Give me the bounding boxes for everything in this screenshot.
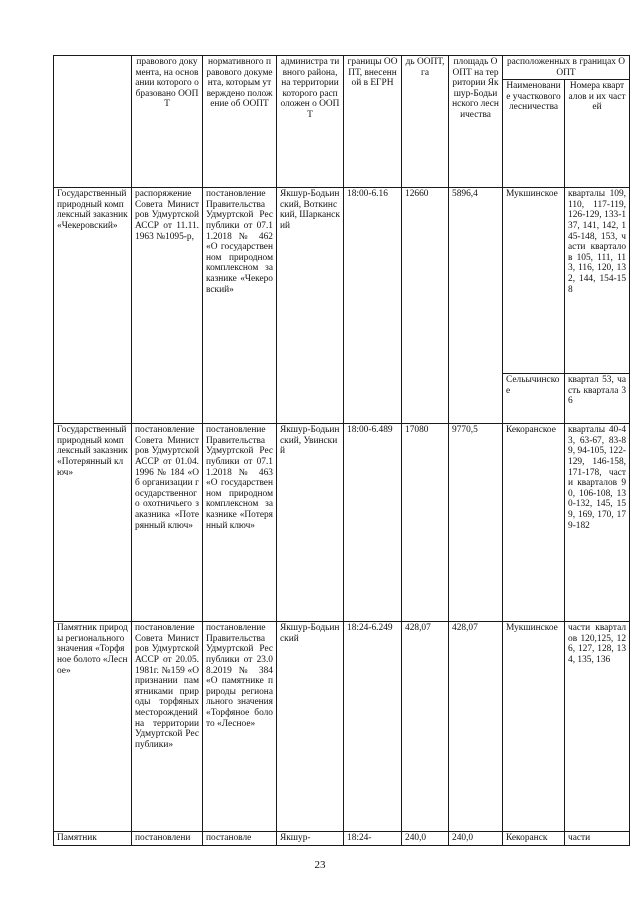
cell-quarters: квартал 53, часть квартала 36 [565,374,630,424]
cell-area-local: 240,0 [449,832,503,846]
cell-area-local: 9770,5 [449,424,503,622]
header-cell-area-local: площадь ООПТ на территории Якшур-Бодьинского лесничества [449,56,503,188]
table-row [54,832,630,846]
header-cell-founding-doc: правового документа, на основании которого образовано ООПТ [132,56,203,188]
cell-quarters: кварталы 109, 110, 117-119, 126-129, 133-137, 141, 142, 145-148, 153, части кварталов 105, 111, 113, 116, 120, 132, 144, 154-158 [565,188,630,374]
cell-egrn: 18:24- [344,832,402,846]
cell-egrn: 18:24-6.249 [344,622,402,832]
cell-area-local: 428,07 [449,622,503,832]
table-row [54,424,630,622]
cell-egrn: 18:00-6.16 [344,188,402,424]
header-cell-district: администра тивного района, на территории которого расположен о ООПТ [277,56,344,188]
cell-regulation-doc: постановле [203,832,277,846]
header-cell-quarters: Номера кварталов и их частей [565,80,630,188]
cell-founding-doc: постановление Совета Министров Удмуртской АССР от 01.04.1996 № 184 «Об организации государственного охотничьего заказника «Потерянный ключ» [132,424,203,622]
cell-forestry: Мукшинское [503,622,565,832]
cell-founding-doc: постановление Совета Министров Удмуртской АССР от 20.05.1981г. №159 «О признании памятниками природы торфяных месторождений на территории Удмуртской Республики» [132,622,203,832]
cell-quarters: кварталы 40-43, 63-67, 83-89, 94-105, 122-129, 146-158, 171-178, части кварталов 90, 106-108, 130-132, 145, 159, 169, 170, 179-182 [565,424,630,622]
cell-founding-doc: распоряжение Совета Министров Удмуртской АССР от 11.11.1963 №1095-р, [132,188,203,424]
cell-quarters: части кварталов 120,125, 126, 127, 128, 134, 135, 136 [565,622,630,832]
header-cell-area: дь ООПТ, га [402,56,449,188]
header-cell-located-within: расположенных в границах ООПТ [503,56,630,80]
table-row [54,622,630,832]
cell-area: 240,0 [402,832,449,846]
table-row [54,188,630,374]
cell-forestry: Мукшинское [503,188,565,374]
cell-area: 17080 [402,424,449,622]
cell-district: Якшур-Бодьинский, Увинский [277,424,344,622]
cell-district: Якшур-Бодьинский, Воткинский, Шарканский [277,188,344,424]
cell-district: Якшур-Бодьинский [277,622,344,832]
cell-egrn: 18:00-6.489 [344,424,402,622]
cell-area: 428,07 [402,622,449,832]
cell-regulation-doc: постановление Правительства Удмуртской Республики от 23.08.2019 № 384 «О памятнике природы регионального значения «Торфяное болото «Лесное» [203,622,277,832]
header-cell-forestry: Наименование участкового лесничества [503,80,565,188]
cell-area: 12660 [402,188,449,424]
cell-forestry: Сельычинское [503,374,565,424]
cell-name: Государственный природный комплексный заказник «Чекеровский» [54,188,132,424]
protected-areas-table [53,55,630,846]
cell-regulation-doc: постановление Правительства Удмуртской Республики от 07.11.2018 № 463 «О государственном природном комплексном заказнике «Потерянный ключ» [203,424,277,622]
header-cell-name [54,56,132,188]
cell-name: Государственный природный комплексный заказник «Потерянный ключ» [54,424,132,622]
cell-forestry: Кекоранское [503,424,565,622]
cell-name: Памятник [54,832,132,846]
cell-area-local: 5896,4 [449,188,503,424]
cell-founding-doc: постановлени [132,832,203,846]
cell-district: Якшур- [277,832,344,846]
page-number: 23 [314,859,326,871]
cell-quarters: части [565,832,630,846]
cell-name: Памятник природы регионального значения «Торфяное болото «Лесное» [54,622,132,832]
cell-regulation-doc: постановление Правительства Удмуртской Республики от 07.11.2018 № 462 «О государственном природном комплексном заказнике «Чекеровский» [203,188,277,424]
cell-forestry: Кекоранск [503,832,565,846]
table-header-row [54,56,630,80]
header-cell-egrn: границы ООПТ, внесенной в ЕГРН [344,56,402,188]
header-cell-regulation-doc: нормативного правового документа, которым утверждено положение об ООПТ [203,56,277,188]
